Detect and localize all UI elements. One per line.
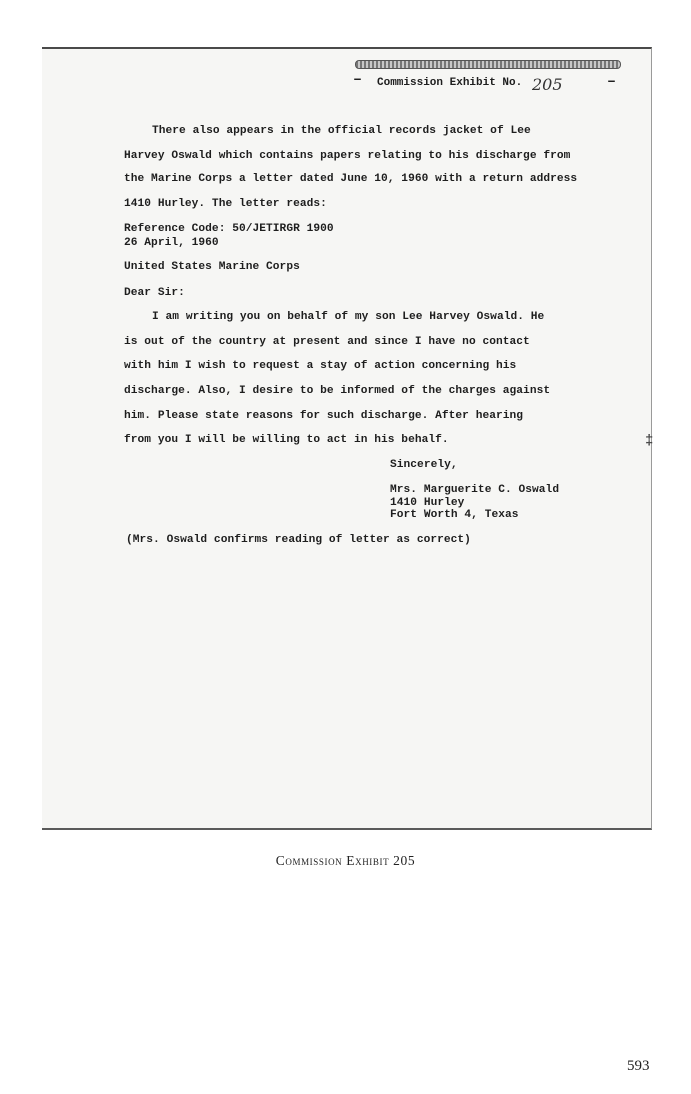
file-tab-strip <box>355 60 621 69</box>
exhibit-caption: Commission Exhibit 205 <box>275 853 416 868</box>
intro-line: the Marine Corps a letter dated June 10, 1960 with a return address <box>124 173 578 185</box>
confirmation-note: (Mrs. Oswald confirms reading of letter as correct) <box>126 534 471 546</box>
letter-closing: Sincerely, <box>390 459 458 471</box>
intro-line: Harvey Oswald which contains papers relating to his discharge from <box>124 150 571 162</box>
exhibit-number-handwritten: 205 <box>532 75 563 94</box>
letter-body-line: from you I will be willing to act in his behalf. <box>124 434 449 446</box>
intro-line: There also appears in the official records jacket of Lee <box>152 125 531 137</box>
signature-line: Mrs. Marguerite C. Oswald <box>390 484 560 496</box>
intro-line: 1410 Hurley. The letter reads: <box>124 198 327 210</box>
signature-line: Fort Worth 4, Texas <box>390 509 519 521</box>
letter-body-line: is out of the country at present and since I have no contact <box>124 336 530 348</box>
signature-line: 1410 Hurley <box>390 497 465 509</box>
letter-addressee: United States Marine Corps <box>124 261 300 273</box>
scanned-page <box>42 47 652 830</box>
exhibit-header: Commission Exhibit No. <box>377 77 523 89</box>
letter-date: 26 April, 1960 <box>124 237 219 249</box>
header-dash-left: – <box>353 71 363 88</box>
letter-body-line: with him I wish to request a stay of action concerning his <box>124 360 517 372</box>
letter-body-line: discharge. Also, I desire to be informed of the charges against <box>124 385 551 397</box>
letter-salutation: Dear Sir: <box>124 287 185 299</box>
letter-reference: Reference Code: 50/JETIRGR 1900 <box>124 223 334 235</box>
header-dash-right: – <box>607 73 617 90</box>
letter-body-line: I am writing you on behalf of my son Lee Harvey Oswald. He <box>152 311 545 323</box>
page-number: 593 <box>627 1058 650 1074</box>
letter-body-line: him. Please state reasons for such discharge. After hearing <box>124 410 524 422</box>
margin-mark: ‡ <box>645 433 654 449</box>
